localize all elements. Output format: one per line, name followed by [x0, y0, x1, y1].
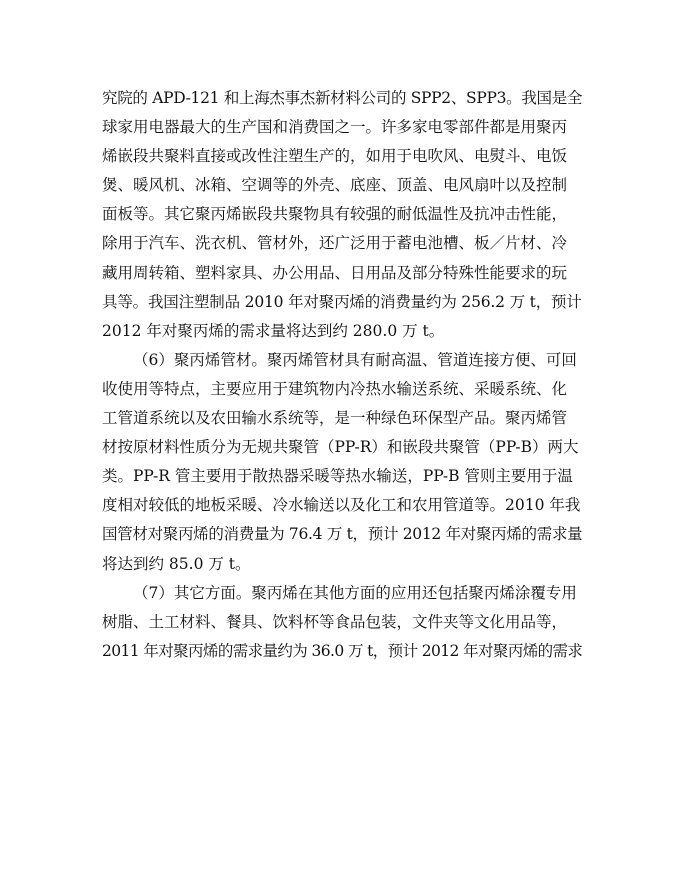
text-line: 材按原材料性质分为无规共聚管（PP-R）和嵌段共聚管（PP-B）两大 — [102, 438, 579, 457]
body-text — [102, 84, 582, 666]
text-line: 国管材对聚丙烯的消费量为 76.4 万 t，预计 2012 年对聚丙烯的需求量 — [102, 525, 583, 544]
text-line: 究院的 APD-121 和上海杰事杰新材料公司的 SPP2、SPP3。我国是全 — [102, 89, 583, 107]
text-line: 煲、暖风机、冰箱、空调等的外壳、底座、顶盖、电风扇叶以及控制 — [102, 176, 568, 195]
text-line: 藏用周转箱、塑料家具、办公用品、日用品及部分特殊性能要求的玩 — [102, 263, 568, 282]
text-line: 面板等。其它聚丙烯嵌段共聚物具有较强的耐低温性及抗冲击性能， — [102, 205, 568, 224]
text-line: 收使用等特点，主要应用于建筑物内冷热水输送系统、采暖系统、化 — [102, 379, 568, 398]
text-line: 将达到约 85.0 万 t。 — [102, 554, 251, 573]
paragraph-first-line: （7）其它方面。聚丙烯在其他方面的应用还包括聚丙烯涂覆专用 — [133, 583, 577, 602]
paragraph-first-line: （6）聚丙烯管材。聚丙烯管材具有耐高温、管道连接方便、可回 — [133, 350, 577, 369]
text-line: 2012 年对聚丙烯的需求量将达到约 280.0 万 t。 — [102, 321, 445, 340]
text-line: 烯嵌段共聚料直接或改性注塑生产的，如用于电吹风、电熨斗、电饭 — [102, 147, 568, 166]
text-line: 球家用电器最大的生产国和消费国之一。许多家电零部件都是用聚丙 — [102, 118, 568, 137]
text-line: 度相对较低的地板采暖、冷水输送以及化工和农用管道等。2010 年我 — [102, 496, 581, 515]
text-line: 2011 年对聚丙烯的需求量约为 36.0 万 t，预计 2012 年对聚丙烯的需求 — [102, 641, 583, 660]
text-line: 除用于汽车、洗衣机、管材外，还广泛用于蓄电池槽、板／片材、冷 — [102, 234, 568, 253]
text-line: 类。PP-R 管主要用于散热器采暖等热水输送，PP-B 管则主要用于温 — [102, 467, 573, 486]
text-line: 具等。我国注塑制品 2010 年对聚丙烯的消费量约为 256.2 万 t，预计 — [102, 292, 582, 311]
text-line: 树脂、土工材料、餐具、饮料杯等食品包装，文件夹等文化用品等， — [102, 612, 568, 631]
text-line: 工管道系统以及农田输水系统等，是一种绿色环保型产品。聚丙烯管 — [102, 409, 568, 428]
